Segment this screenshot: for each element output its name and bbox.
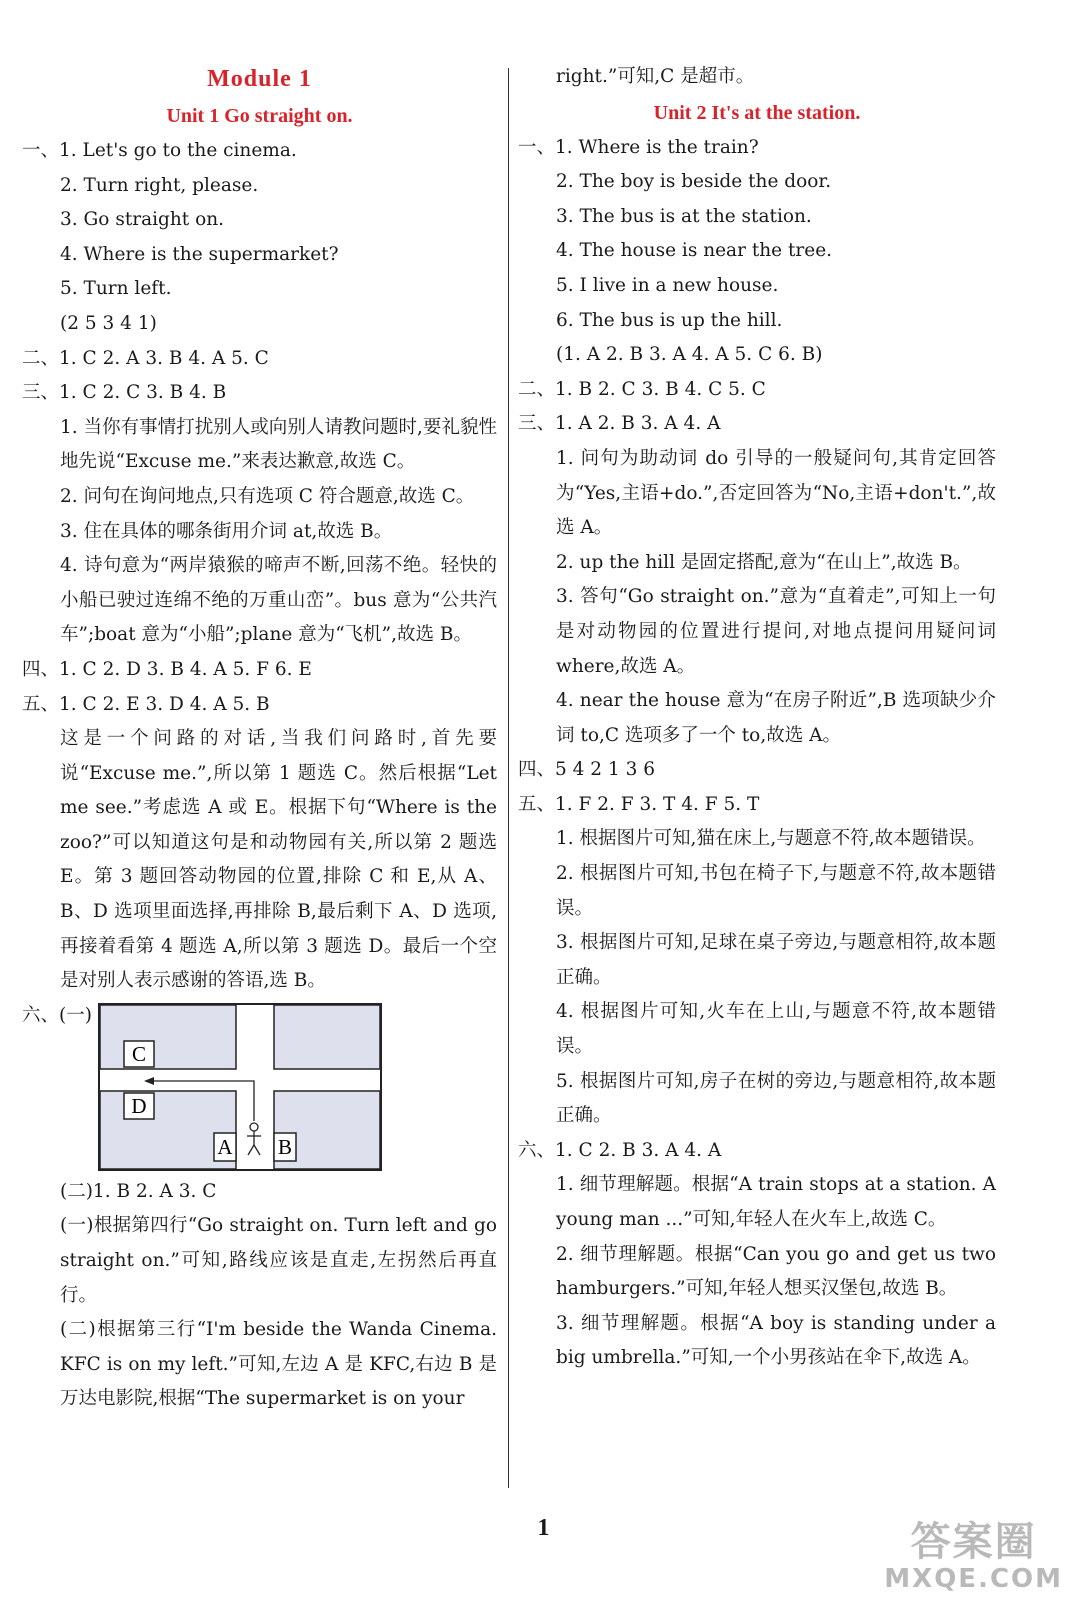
l-s3-answers: 三、1. C 2. C 3. B 4. B (22, 382, 227, 404)
page-number: 1 (537, 1515, 550, 1541)
left-column (22, 60, 497, 1417)
l-s6-row (22, 999, 497, 1171)
r-s3-exp1: 1. 问句为助动词 do 引导的一般疑问句,其肯定回答为“Yes,主语+do.”,否定回答为“No,主语+don't.”,故选 A。 (556, 447, 996, 539)
map-label-c: C (131, 1041, 147, 1066)
l-s1-order: (2 5 3 4 1) (60, 312, 157, 334)
r-s5-exp3: 3. 根据图片可知,足球在桌子旁边,与题意相符,故本题正确。 (556, 932, 996, 988)
l-s5-exp: 这是一个问路的对话,当我们问路时,首先要说“Excuse me.”,所以第 1 题选 C。然后根据“Let me see.”考虑选 A 或 E。根据下句“Where is the zoo?”可以知道这句是和动物园有关,所以第 2 题选 E。第 3 题回答动物园的位置,排除 C 和 E,从 A、B、D 选项里面选择,再排除 B,最后剩下 A、D 选项,再接着看第 4 题选 A,所以第 3 题选 D。最后一个空是对别人表示感谢的答语,选 B。 (60, 728, 497, 992)
r-s3-exp3: 3. 答句“Go straight on.”意为“直着走”,可知上一句是对动物园的位置进行提问,对地点提问用疑问词 where,故选 A。 (556, 586, 996, 677)
r-s5-exp5: 5. 根据图片可知,房子在树的旁边,与题意相符,故本题正确。 (556, 1070, 996, 1127)
r-s6-answers: 六、1. C 2. B 3. A 4. A (518, 1139, 722, 1161)
l-s6-exp1: (一)根据第四行“Go straight on. Turn left and go straight on.”可知,路线应该是直走,左拐然后再直行。 (60, 1215, 497, 1306)
watermark-bottom: MXQE.COM (884, 1564, 1063, 1594)
watermark-top: 答案圈 (910, 1519, 1037, 1565)
right-column (518, 60, 996, 1376)
l-s3-exp2: 2. 问句在询问地点,只有选项 C 符合题意,故选 C。 (60, 485, 475, 507)
r-s6-exp1: 1. 细节理解题。根据“A train stops at a station. A young man ...”可知,年轻人在火车上,故选 C。 (556, 1174, 996, 1230)
r-s1-answers: (1. A 2. B 3. A 4. A 5. C 6. B) (556, 344, 823, 366)
r-s3-exp4: 4. near the house 意为“在房子附近”,B 选项缺少介词 to,C 选项多了一个 to,故选 A。 (556, 690, 996, 746)
r-s2-answers: 二、1. B 2. C 3. B 4. C 5. C (518, 378, 766, 400)
r-s5-answers: 五、1. F 2. F 3. T 4. F 5. T (518, 793, 760, 815)
l-s3-exp3: 3. 住在具体的哪条街用介词 at,故选 B。 (60, 520, 393, 542)
r-s5-exp2: 2. 根据图片可知,书包在椅子下,与题意不符,故本题错误。 (556, 863, 996, 919)
l-s1-item: 4. Where is the supermarket? (60, 243, 339, 265)
l-s6-exp2: (二)根据第三行“I'm beside the Wanda Cinema. KFC is on my left.”可知,左边 A 是 KFC,右边 B 是万达电影院,根据“The supermarket is on your (60, 1319, 497, 1410)
l-s5-answers: 五、1. C 2. E 3. D 4. A 5. B (22, 693, 270, 715)
l-s1-item: 2. Turn right, please. (60, 174, 259, 196)
r-s6-exp3: 3. 细节理解题。根据“A boy is standing under a big umbrella.”可知,一个小男孩站在伞下,故选 A。 (556, 1312, 996, 1369)
l-s6-label: 六、(一) (22, 1004, 92, 1026)
r-s1-item: 4. The house is near the tree. (556, 240, 833, 262)
r-s4-answers: 四、5 4 2 1 3 6 (518, 759, 656, 781)
map-label-a: A (217, 1134, 233, 1159)
r-s1-item: 6. The bus is up the hill. (556, 309, 783, 331)
watermark-logo (884, 1520, 1063, 1594)
r-s5-exp4: 4. 根据图片可知,火车在上山,与题意不符,故本题错误。 (556, 1001, 996, 1058)
column-divider (508, 68, 509, 1488)
r-s5-exp1: 1. 根据图片可知,猫在床上,与题意不符,故本题错误。 (556, 828, 986, 850)
l-s2-answers: 二、1. C 2. A 3. B 4. A 5. C (22, 347, 269, 369)
r-s1-item: 2. The boy is beside the door. (556, 171, 832, 193)
r-s6-exp2: 2. 细节理解题。根据“Can you go and get us two hamburgers.”可知,年轻人想买汉堡包,故选 B。 (556, 1243, 996, 1300)
l-s6-part2: (二)1. B 2. A 3. C (60, 1180, 217, 1202)
r-s3-exp2: 2. up the hill 是固定搭配,意为“在山上”,故选 B。 (556, 551, 972, 573)
r-cont: right.”可知,C 是超市。 (556, 66, 755, 87)
r-s3-answers: 三、1. A 2. B 3. A 4. A (518, 413, 721, 435)
map-label-d: D (131, 1093, 147, 1118)
block-top-left (100, 1005, 236, 1069)
l-s1-item: 3. Go straight on. (60, 209, 225, 231)
unit2-title: Unit 2 It's at the station. (653, 101, 861, 124)
l-s1-item: 5. Turn left. (60, 278, 172, 300)
block-top-right (274, 1005, 380, 1069)
module-title: Module 1 (207, 66, 312, 92)
map-label-b: B (277, 1134, 293, 1159)
r-s1-item: 3. The bus is at the station. (556, 205, 812, 227)
l-s3-exp1: 1. 当你有事情打扰别人或向别人请教问题时,要礼貌性地先说“Excuse me.”来表达歉意,故选 C。 (60, 416, 497, 473)
l-s4-answers: 四、1. C 2. D 3. B 4. A 5. F 6. E (22, 658, 312, 680)
unit1-title: Unit 1 Go straight on. (166, 105, 353, 127)
r-s1-line1: 一、1. Where is the train? (518, 136, 759, 158)
l-s1-line1: 一、1. Let's go to the cinema. (22, 140, 297, 161)
r-s1-item: 5. I live in a new house. (556, 274, 779, 296)
l-s3-exp4: 4. 诗句意为“两岸猿猴的啼声不断,回荡不绝。轻快的小船已驶过连绵不绝的万重山峦”。bus 意为“公共汽车”;boat 意为“小船”;plane 意为“飞机”,故选 B。 (60, 555, 497, 646)
route-map (98, 1003, 382, 1171)
